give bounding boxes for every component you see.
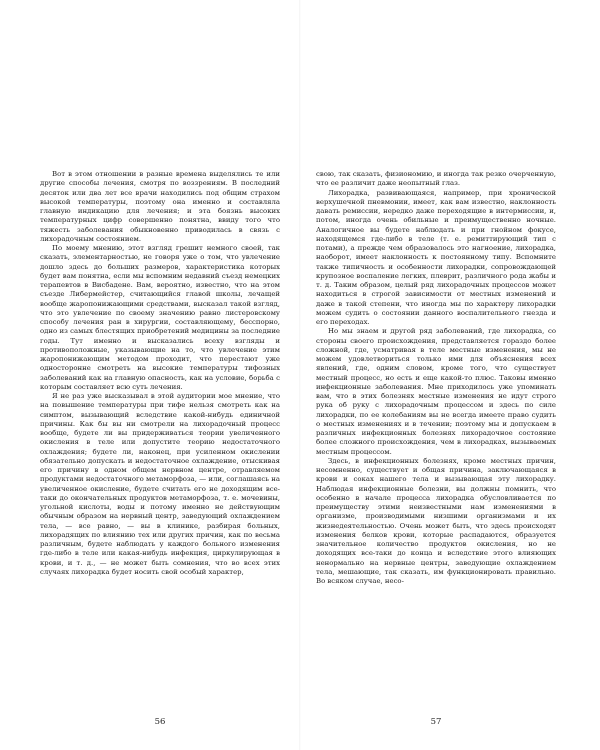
- left-page: [40, 170, 280, 700]
- right-paragraph-1: свою, так сказать, физиономию, и иногда так резко очерченную, что ее различит даже неопытный глаз.: [316, 170, 556, 188]
- right-page: [316, 170, 556, 700]
- page-gutter: [299, 0, 301, 750]
- right-page-number: 57: [430, 717, 442, 727]
- right-paragraph-4: Здесь, в инфекционных болезнях, кроме местных причин, несомненно, существует и общая причина, заключающаяся в крови и соках нашего тела и вызывающая эту лихорадку. Наблюдая инфекционные болезни, вы должны помнить, что особенно в начале процесса лихорадка обусловливается по преимуществу этими неизвестными нам изменениями в организме, производимыми низшими организмами и их жизнедеятельностью. Очень может быть, что здесь происходят изменения белков крови, которые распадаются, образуется значительное количество продуктов окисления, но не доходящих все-таки до конца и вследствие этого влияющих ненормально на нервные центры, заведующие охлаждением тела, мешающие, так сказать, им функционировать правильно. Во всяком случае, несо-: [316, 456, 556, 585]
- left-paragraph-3: Я не раз уже высказывал в этой аудитории мое мнение, что на повышение температуры при тифе нельзя смотреть как на симптом, вызывающий вследствие какой-нибудь единичной причины. Как бы вы ни смотрели на лихорадочный процесс вообще, будете ли вы придерживаться теории увеличенного окисления в теле или допустите теорию недостаточного охлаждения; будете ли, наконец, при усиленном окислении обязательно допускать и недостаточное охлаждение, отыскивая его причину в одном общем нервном центре, отравляемом продуктами недостаточного метаморфоза, — или, соглашаясь на увеличенное окисление, будете считать его не доходящим все-таки до окончательных продуктов метаморфоза, т. е. мочевины, угольной кислоты, воды и потому именно не действующим обычным образом на нервный центр, заведующий охлаждением тела, — все равно, — вы в клинике, разбирая больных, лихорадящих по влиянию тех или других причин, как по весьма различным, будете наблюдать у каждого больного изменения где-либо в теле или какая-нибудь инфекция, циркулирующая в крови, и т. д., — не может быть сомнения, что во всех этих случаях лихорадка будет носить свой особый характер,: [40, 392, 280, 576]
- right-paragraph-2: Лихорадка, развивающаяся, например, при хронической верхушечной пневмонии, имеет, как вам известно, наклонность давать ремиссии, нередко даже переходящие в интермиссии, и, потом, иногда очень обильные и преимущественно ночные. Аналогичное вы будете наблюдать и при гнойном фокусе, находящемся где-либо в теле (т. е. ремиттирующий тип с потами), а прежде чем образовалось это нагноение, лихорадка, наоборот, имеет наклонность к постоянному типу. Вспомните также типичность и особенности лихорадки, сопровождающей крупозное воспаление легких, плеврит, различного рода жабы и т. д. Таким образом, целый ряд лихорадочных процессов может находиться в строгой зависимости от местных изменений и даже в такой степени, что иногда мы по характеру лихорадки можем судить о состоянии данного воспалительного гнезда и его переходах.: [316, 188, 556, 326]
- left-paragraph-2: По моему мнению, этот взгляд грешит немного своей, так сказать, элементарностью, не говоря уже о том, что увлечение дошло здесь до больших размеров, характеристика которых будет вам понятна, если мы вспомним недавний съезд немецких терапевтов в Висбадене. Вам, вероятно, известно, что на этом съезде Либермейстер, считающийся главой школы, лечащей вообще жаропонижающими средствами, высказал такой взгляд, что это увлечение по своему значению равно листеровскому способу лечения ран в хирургии, составляющему, бесспорно, одно из самых блестящих приобретений медицины за последние годы. Тут именно и высказались всеху взгляды и противоположные, указывающие на то, что увлечение этим жаропонижающим методом проходит, что перестают уже односторонне смотреть на высокие температуры тифозных заболеваний как на главную опасность, как на условие, борьба с которым составляет всю суть лечения.: [40, 244, 280, 391]
- right-paragraph-3: Но мы знаем и другой ряд заболеваний, где лихорадка, со стороны своего происхождения, представляется гораздо более сложной, где, усматривая в теле местные изменения, мы не можем удовлетвориться только ими для объяснения всех явлений, где, одним словом, кроме того, что существует местный процесс, но есть и еще какой-то плюс. Таковы именно инфекционные заболевания. Мне приходилось уже упоминать вам, что в этих болезнях местные изменения не идут строго рука об руку с лихорадочным процессом и здесь по силе лихорадки, по ее колебаниям вы не всегда имеете право судить о местных изменениях и в течении; поэтому мы и допускаем в различных инфекционных болезнях лихорадочное состояние более сложного происхождения, чем в лихорадках, вызываемых местным процессом.: [316, 327, 556, 456]
- left-page-number: 56: [154, 717, 166, 727]
- left-paragraph-1: Вот в этом отношении в разные времена выделялись те или другие способы лечения, смотря по воззрениям. В последний десяток или два лет все врачи находились под общим страхом высокой температуры, поэтому она именно и составляла главную индикацию для лечения; и эта боязнь высоких температурных цифр совершенно понятна, ввиду того что тяжесть заболевания обыкновенно приводилась в связь с лихорадочным состоянием.: [40, 170, 280, 243]
